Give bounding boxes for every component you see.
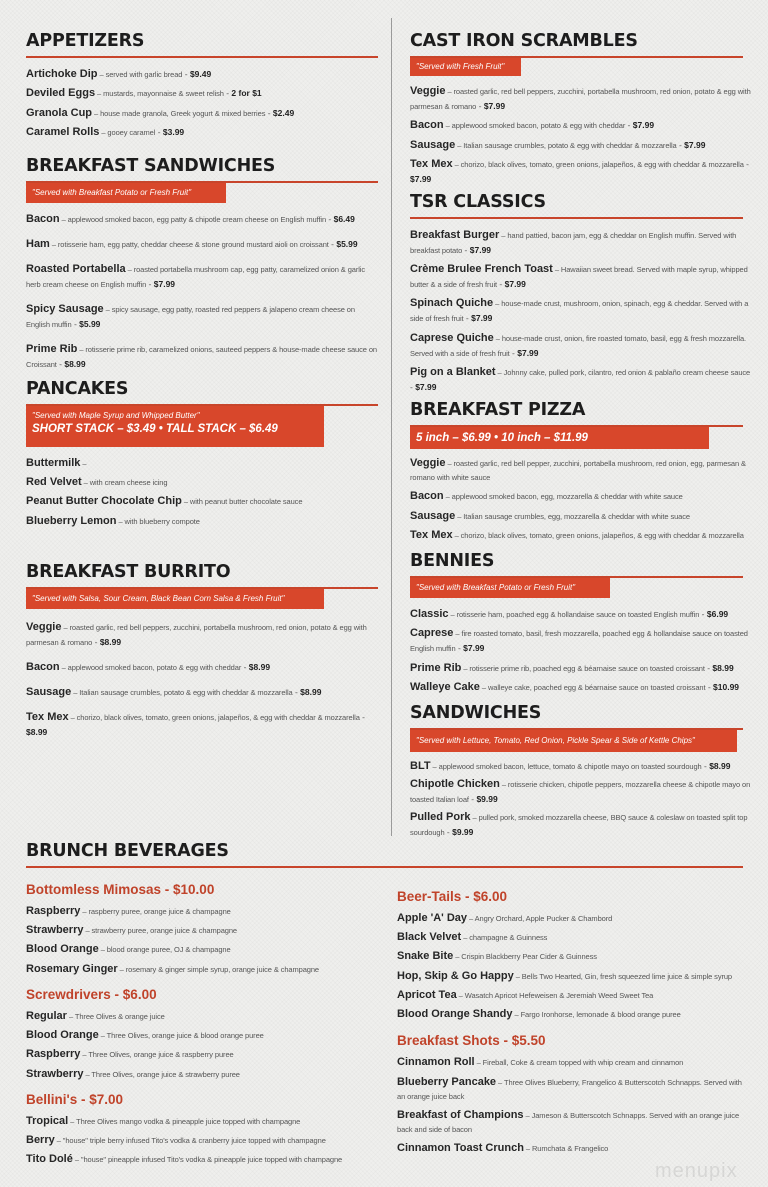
item-name: Cinnamon Toast Crunch bbox=[397, 1142, 524, 1155]
item-name: Cinnamon Roll bbox=[397, 1056, 475, 1069]
section-rule bbox=[26, 56, 378, 58]
section-title-brunch-beverages: BRUNCH BEVERAGES bbox=[26, 840, 229, 861]
item-description: – Jameson & Butterscotch Schnapps. Served with an orange juice back and side of bacon bbox=[397, 1111, 739, 1134]
item-price: - $7.99 bbox=[410, 382, 436, 392]
item-price: - $6.49 bbox=[326, 214, 355, 224]
menupix-watermark: menupix bbox=[655, 1160, 738, 1182]
item-name: Tex Mex bbox=[410, 528, 453, 541]
item-name: Raspberry bbox=[26, 1048, 81, 1061]
left-column bbox=[26, 30, 378, 740]
menu-item bbox=[26, 456, 378, 471]
menu-item bbox=[397, 988, 743, 1003]
menu-item bbox=[26, 302, 378, 332]
item-description: – chorizo, black olives, tomato, green onions, jalapeños, & egg with cheddar & mozzarella bbox=[69, 713, 360, 722]
item-description: – fire roasted tomato, basil, fresh mozzarella, poached egg & hollandaise sauce on toasted English muffin bbox=[410, 629, 748, 653]
tsr-classics-list bbox=[410, 228, 752, 395]
item-price: - $10.99 bbox=[705, 682, 739, 692]
section-sandwiches bbox=[410, 702, 752, 840]
item-name: Caprese Quiche bbox=[410, 331, 494, 344]
item-description: – walleye cake, poached egg & béarnaise sauce on toasted croissant bbox=[480, 683, 706, 692]
menu-item bbox=[26, 710, 378, 740]
item-description: – applewood smoked bacon, potato & egg with cheddar bbox=[60, 663, 242, 672]
item-name: Snake Bite bbox=[397, 950, 454, 963]
menu-item bbox=[26, 620, 378, 650]
beverage-list bbox=[397, 1055, 743, 1156]
item-name: Spicy Sausage bbox=[26, 302, 104, 315]
item-description: – chorizo, black olives, tomato, green onions, jalapeños, & egg with cheddar & mozzarella bbox=[453, 160, 744, 169]
item-description: – Bells Two Hearted, Gin, fresh squeezed lime juice & simple syrup bbox=[514, 972, 732, 981]
section-pancakes bbox=[26, 378, 378, 529]
item-name: Berry bbox=[26, 1133, 55, 1146]
item-price: - $9.99 bbox=[469, 794, 498, 804]
menu-item bbox=[26, 1114, 381, 1129]
item-description: – Angry Orchard, Apple Pucker & Chambord bbox=[467, 914, 612, 923]
item-name: Ham bbox=[26, 237, 50, 250]
section-title-pancakes: PANCAKES bbox=[26, 378, 129, 399]
item-description: – "house" triple berry infused Tito's vodka & cranberry juice topped with champagne bbox=[55, 1136, 326, 1145]
beverage-list bbox=[26, 1009, 381, 1082]
sandwiches-list bbox=[410, 759, 752, 840]
item-name: Sausage bbox=[26, 685, 72, 698]
item-price: - $7.99 bbox=[410, 159, 749, 184]
item-description: – mustards, mayonnaise & sweet relish bbox=[95, 89, 224, 98]
menu-item bbox=[397, 1108, 743, 1137]
section-title-appetizers: APPETIZERS bbox=[26, 31, 145, 51]
item-name: Blood Orange bbox=[26, 943, 99, 956]
menu-item bbox=[410, 118, 752, 133]
item-price: - $8.99 bbox=[57, 359, 86, 369]
item-description: – chorizo, black olives, tomato, green onions, jalapeños, & egg with cheddar & mozzarella bbox=[453, 531, 744, 540]
item-price: - $8.99 bbox=[241, 662, 270, 672]
section-brunch-beverages bbox=[26, 840, 743, 1177]
item-description: – Johnny cake, pulled pork, cilantro, red onion & pablaño cream cheese sauce bbox=[496, 368, 751, 377]
item-price: - $7.99 bbox=[476, 101, 505, 111]
pizza-pricing-band bbox=[410, 427, 709, 449]
item-name: BLT bbox=[410, 759, 431, 772]
pancakes-list bbox=[26, 456, 378, 529]
item-description: – applewood smoked bacon, egg patty & chipotle cream cheese on English muffin bbox=[60, 215, 326, 224]
item-description: – Fireball, Coke & cream topped with whip cream and cinnamon bbox=[475, 1058, 684, 1067]
item-description: – house made granola, Greek yogurt & mixed berries bbox=[92, 109, 265, 118]
menu-item bbox=[26, 106, 378, 121]
menu-item bbox=[26, 1152, 381, 1167]
beverage-group-title: Breakfast Shots - $5.50 bbox=[397, 1033, 546, 1049]
item-price: - $8.99 bbox=[92, 637, 121, 647]
menu-item bbox=[26, 125, 378, 140]
item-description: – served with garlic bread bbox=[98, 70, 183, 79]
item-name: Breakfast Burger bbox=[410, 228, 500, 241]
beverage-group bbox=[26, 987, 381, 1082]
section-appetizers bbox=[26, 30, 378, 140]
item-description: – pulled pork, smoked mozzarella cheese, BBQ sauce & coleslaw on toasted split top sourdough bbox=[410, 813, 747, 837]
beverages-right-column bbox=[397, 889, 743, 1167]
item-description: – raspberry puree, orange juice & champagne bbox=[80, 907, 230, 916]
item-description: – rotisserie ham, poached egg & hollandaise sauce on toasted English muffin bbox=[449, 610, 700, 619]
menu-item bbox=[397, 969, 743, 984]
item-price: - $9.49 bbox=[182, 69, 211, 79]
item-description: – Crispin Blackberry Pear Cider & Guinness bbox=[453, 952, 597, 961]
item-price: - $8.99 bbox=[702, 761, 731, 771]
item-price: - $6.99 bbox=[699, 609, 728, 619]
item-name: Deviled Eggs bbox=[26, 87, 96, 100]
item-description: – spicy sausage, egg patty, roasted red peppers & jalapeno cream cheese on English muffin bbox=[26, 305, 355, 329]
served-with-note: "Served with Fresh Fruit" bbox=[410, 58, 521, 76]
item-description: – rotisserie ham, egg patty, cheddar cheese & stone ground mustard aioli on croissant bbox=[50, 240, 329, 249]
item-name: Strawberry bbox=[26, 924, 84, 937]
beverage-group-title: Beer-Tails - $6.00 bbox=[397, 888, 508, 904]
menu-item bbox=[410, 509, 752, 524]
menu-item bbox=[397, 930, 743, 945]
menu-item bbox=[410, 228, 752, 258]
item-name: Tex Mex bbox=[26, 710, 69, 723]
item-name: Apple 'A' Day bbox=[397, 911, 468, 924]
menu-item bbox=[26, 475, 378, 490]
menu-item bbox=[26, 904, 381, 919]
item-name: Veggie bbox=[26, 620, 62, 633]
menu-item bbox=[410, 157, 752, 187]
item-description: – rotisserie chicken, chipotle peppers, mozzarella cheese & chipotle mayo on toasted Italian loaf bbox=[410, 780, 750, 804]
item-description: – gooey caramel bbox=[99, 128, 155, 137]
item-price: - $7.99 bbox=[677, 140, 706, 150]
item-name: Bacon bbox=[26, 212, 60, 225]
item-name: Regular bbox=[26, 1009, 67, 1022]
beverage-group bbox=[26, 882, 381, 977]
item-description: – Three Olives mango vodka & pineapple juice topped with champagne bbox=[68, 1117, 300, 1126]
item-description: – Hawaiian sweet bread. Served with maple syrup, whipped butter & a side of fresh fruit bbox=[410, 265, 748, 289]
item-name: Roasted Portabella bbox=[26, 262, 126, 275]
item-description: – rotisserie prime rib, poached egg & béarnaise sauce on toasted croissant bbox=[461, 664, 704, 673]
item-price: - 2 for $1 bbox=[224, 88, 262, 98]
item-name: Tito Dolé bbox=[26, 1153, 73, 1166]
menu-item bbox=[397, 949, 743, 964]
menu-item bbox=[26, 262, 378, 292]
item-description: – Three Olives & orange juice bbox=[67, 1012, 165, 1021]
item-name: Bacon bbox=[26, 660, 60, 673]
item-description: – Italian sausage crumbles, potato & egg with cheddar & mozzarella bbox=[455, 141, 676, 150]
item-name: Raspberry bbox=[26, 904, 81, 917]
pancakes-pricing-band bbox=[26, 406, 324, 447]
beverages-left-column bbox=[26, 882, 381, 1177]
item-name: Spinach Quiche bbox=[410, 297, 494, 310]
menu-item bbox=[26, 212, 378, 227]
item-price: - $2.49 bbox=[265, 108, 294, 118]
served-with-note: "Served with Salsa, Sour Cream, Black Bean Corn Salsa & Fresh Fruit" bbox=[26, 589, 324, 609]
item-price: - $8.99 bbox=[293, 687, 322, 697]
item-price: - $7.99 bbox=[462, 245, 491, 255]
beverage-group bbox=[26, 1092, 381, 1168]
item-name: Caramel Rolls bbox=[26, 125, 100, 138]
served-with-note: "Served with Maple Syrup and Whipped Butter" bbox=[32, 410, 200, 420]
item-description: – house-made crust, mushroom, onion, spinach, egg & cheddar. Served with a side of fresh fruit bbox=[410, 299, 748, 323]
item-price: - $9.99 bbox=[445, 827, 474, 837]
item-description: – hand pattied, bacon jam, egg & cheddar on English muffin. Served with breakfast potato bbox=[410, 231, 736, 255]
item-price: - $8.99 bbox=[705, 663, 734, 673]
item-name: Crème Brulee French Toast bbox=[410, 263, 553, 276]
item-name: Peanut Butter Chocolate Chip bbox=[26, 495, 182, 508]
item-description: – blood orange puree, OJ & champagne bbox=[99, 945, 231, 954]
item-name: Buttermilk bbox=[26, 456, 81, 469]
item-name: Red Velvet bbox=[26, 476, 82, 489]
right-column bbox=[410, 30, 752, 840]
menu-item bbox=[410, 456, 752, 485]
menu-columns bbox=[0, 30, 768, 840]
item-description: – roasted garlic, red bell pepper, zucchini, portabella mushroom, red onion, egg, parmesan & romano with white sauce bbox=[410, 459, 746, 482]
menu-item bbox=[410, 528, 752, 543]
item-name: Granola Cup bbox=[26, 106, 93, 119]
menu-item bbox=[26, 86, 378, 101]
item-description: – with cream cheese icing bbox=[82, 478, 168, 487]
item-name: Tex Mex bbox=[410, 157, 453, 170]
item-name: Breakfast of Champions bbox=[397, 1108, 524, 1121]
beverages-columns bbox=[26, 868, 743, 1177]
section-title-breakfast-sandwiches: BREAKFAST SANDWICHES bbox=[26, 155, 276, 176]
item-description: – "house" pineapple infused Tito's vodka & pineapple juice topped with champagne bbox=[73, 1155, 342, 1164]
item-description: – roasted garlic, red bell peppers, zucchini, portabella mushroom, red onion, potato & egg with parmesan & romano bbox=[410, 87, 751, 111]
section-rule bbox=[410, 217, 743, 219]
item-name: Rosemary Ginger bbox=[26, 962, 118, 975]
item-name: Prime Rib bbox=[410, 661, 462, 674]
menu-item bbox=[397, 1055, 743, 1070]
item-price: - $7.99 bbox=[625, 120, 654, 130]
menu-item bbox=[26, 1028, 381, 1043]
beverage-group bbox=[397, 889, 743, 1022]
item-name: Pulled Pork bbox=[410, 810, 471, 823]
beverage-list bbox=[26, 1114, 381, 1168]
breakfast-burrito-list bbox=[26, 620, 378, 740]
menu-item bbox=[397, 1141, 743, 1156]
section-breakfast-sandwiches bbox=[26, 155, 378, 372]
section-breakfast-burrito bbox=[26, 561, 378, 740]
item-description: – Italian sausage crumbles, egg, mozzarella & cheddar with white suace bbox=[455, 512, 690, 521]
item-name: Walleye Cake bbox=[410, 680, 480, 693]
item-name: Blood Orange Shandy bbox=[397, 1008, 513, 1021]
item-description: – Three Olives, orange juice & blood orange puree bbox=[99, 1031, 264, 1040]
section-title-breakfast-pizza: BREAKFAST PIZZA bbox=[410, 400, 586, 421]
item-description: – applewood smoked bacon, lettuce, tomato & chipotle mayo on toasted sourdough bbox=[431, 762, 702, 771]
item-price: - $7.99 bbox=[146, 279, 175, 289]
item-name: Bacon bbox=[410, 490, 444, 503]
item-name: Blueberry Lemon bbox=[26, 514, 117, 527]
section-title-cast-iron-scrambles: CAST IRON SCRAMBLES bbox=[410, 31, 638, 51]
served-with-note: "Served with Breakfast Potato or Fresh Fruit" bbox=[26, 183, 226, 203]
item-name: Chipotle Chicken bbox=[410, 777, 500, 790]
item-name: Sausage bbox=[410, 509, 456, 522]
menu-item bbox=[410, 365, 752, 395]
item-description bbox=[80, 459, 86, 468]
item-description: – champagne & Guinness bbox=[461, 933, 547, 942]
item-name: Veggie bbox=[410, 85, 446, 97]
item-name: Sausage bbox=[410, 138, 456, 151]
item-description: – Three Olives, orange juice & strawberry puree bbox=[83, 1070, 239, 1079]
item-name: Prime Rib bbox=[26, 342, 78, 355]
item-price: - $3.99 bbox=[155, 127, 184, 137]
menu-item bbox=[410, 84, 752, 114]
item-description: – applewood smoked bacon, egg, mozzarella & cheddar with white sauce bbox=[444, 492, 683, 501]
breakfast-sandwiches-list bbox=[26, 212, 378, 372]
item-name: Black Velvet bbox=[397, 931, 462, 944]
menu-item bbox=[410, 489, 752, 504]
menu-item bbox=[26, 923, 381, 938]
item-name: Apricot Tea bbox=[397, 989, 457, 1002]
appetizers-list bbox=[26, 67, 378, 140]
menu-item bbox=[26, 494, 378, 509]
menu-item bbox=[397, 911, 743, 926]
menu-item bbox=[410, 661, 752, 676]
item-description: – Fargo Ironhorse, lemonade & blood orange puree bbox=[513, 1010, 681, 1019]
item-description: – rosemary & ginger simple syrup, orange juice & champagne bbox=[118, 965, 319, 974]
menu-item bbox=[26, 342, 378, 372]
menu-item bbox=[410, 296, 752, 326]
menu-item bbox=[26, 1009, 381, 1024]
menu-item bbox=[410, 331, 752, 361]
item-name: Pig on a Blanket bbox=[410, 366, 496, 379]
item-price: - $7.99 bbox=[497, 279, 526, 289]
menu-item bbox=[26, 660, 378, 675]
section-cast-iron-scrambles bbox=[410, 30, 752, 187]
item-description: – strawberry puree, orange juice & champagne bbox=[83, 926, 237, 935]
item-description: – Italian sausage crumbles, potato & egg with cheddar & mozzarella bbox=[71, 688, 292, 697]
item-price: - $5.99 bbox=[72, 319, 101, 329]
menu-item bbox=[410, 777, 752, 807]
breakfast-pizza-list bbox=[410, 456, 752, 543]
item-name: Classic bbox=[410, 607, 449, 620]
section-tsr-classics bbox=[410, 191, 752, 395]
menu-item bbox=[410, 810, 752, 840]
beverage-list bbox=[26, 904, 381, 977]
section-breakfast-pizza bbox=[410, 399, 752, 543]
item-price: - $7.99 bbox=[464, 313, 493, 323]
menu-item bbox=[26, 962, 381, 977]
menu-item bbox=[410, 680, 752, 695]
item-price: - $7.99 bbox=[510, 348, 539, 358]
item-description: – rotisserie prime rib, caramelized onions, sauteed peppers & house-made cheese sauce on Croissant bbox=[26, 345, 377, 369]
beverage-group-title: Bottomless Mimosas - $10.00 bbox=[26, 881, 215, 897]
menu-item bbox=[26, 514, 378, 529]
menu-item bbox=[410, 759, 752, 774]
menu-item bbox=[397, 1007, 743, 1022]
menu-item bbox=[397, 1075, 743, 1104]
item-name: Bacon bbox=[410, 119, 444, 132]
menu-item bbox=[26, 67, 378, 82]
item-name: Hop, Skip & Go Happy bbox=[397, 969, 514, 982]
section-title-breakfast-burrito: BREAKFAST BURRITO bbox=[26, 561, 231, 582]
section-title-tsr-classics: TSR CLASSICS bbox=[410, 191, 546, 212]
item-description: – Three Olives Blueberry, Frangelico & Butterscotch Schnapps. Served with an orange juice back bbox=[397, 1078, 742, 1101]
item-name: Blood Orange bbox=[26, 1029, 99, 1042]
section-title-bennies: BENNIES bbox=[410, 550, 495, 571]
item-description: – house-made crust, onion, fire roasted tomato, basil, egg & fresh mozzarella. Served with a side of fresh fruit bbox=[410, 334, 746, 358]
menu-item bbox=[26, 1067, 381, 1082]
stack-pricing: SHORT STACK – $3.49 • TALL STACK – $6.49 bbox=[32, 422, 278, 435]
served-with-note: "Served with Breakfast Potato or Fresh Fruit" bbox=[410, 578, 610, 598]
item-description: – with blueberry compote bbox=[116, 517, 199, 526]
menu-item bbox=[26, 685, 378, 700]
item-name: Veggie bbox=[410, 457, 446, 470]
item-name: Blueberry Pancake bbox=[397, 1075, 497, 1088]
item-price: - $7.99 bbox=[456, 643, 485, 653]
menu-item bbox=[410, 626, 752, 656]
beverage-group-title: Screwdrivers - $6.00 bbox=[26, 986, 157, 1002]
item-description: – roasted portabella mushroom cap, egg patty, caramelized onion & garlic herb cream cheese on English muffin bbox=[26, 265, 365, 289]
beverage-group-title: Bellini's - $7.00 bbox=[26, 1091, 124, 1107]
item-name: Tropical bbox=[26, 1114, 69, 1127]
beverage-list bbox=[397, 911, 743, 1022]
served-with-note: "Served with Lettuce, Tomato, Red Onion, Pickle Spear & Side of Kettle Chips" bbox=[410, 730, 737, 752]
item-description: – roasted garlic, red bell peppers, zucchini, portabella mushroom, red onion, potato & egg with parmesan & romano bbox=[26, 623, 367, 647]
item-name: Caprese bbox=[410, 627, 454, 640]
cast-iron-scrambles-list bbox=[410, 84, 752, 187]
menu-item bbox=[26, 942, 381, 957]
item-description: – with peanut butter chocolate sauce bbox=[182, 497, 303, 506]
section-bennies bbox=[410, 550, 752, 695]
menu-item bbox=[410, 607, 752, 622]
menu-item bbox=[410, 262, 752, 292]
pizza-size-pricing: 5 inch – $6.99 • 10 inch – $11.99 bbox=[416, 432, 588, 445]
item-description: – Three Olives, orange juice & raspberry puree bbox=[80, 1050, 233, 1059]
beverage-group bbox=[397, 1033, 743, 1156]
item-description: – Rumchata & Frangelico bbox=[524, 1144, 608, 1153]
item-price: - $8.99 bbox=[26, 712, 365, 737]
menu-item bbox=[26, 1047, 381, 1062]
item-name: Artichoke Dip bbox=[26, 68, 98, 80]
menu-item bbox=[26, 237, 378, 252]
section-title-sandwiches: SANDWICHES bbox=[410, 702, 542, 723]
item-name: Strawberry bbox=[26, 1067, 84, 1080]
item-price: - $5.99 bbox=[329, 239, 358, 249]
column-divider bbox=[391, 18, 392, 836]
item-description: – Wasatch Apricot Hefeweisen & Jeremiah Weed Sweet Tea bbox=[457, 991, 654, 1000]
bennies-list bbox=[410, 607, 752, 695]
item-description: – applewood smoked bacon, potato & egg with cheddar bbox=[444, 121, 626, 130]
menu-item bbox=[410, 138, 752, 153]
menu-item bbox=[26, 1133, 381, 1148]
